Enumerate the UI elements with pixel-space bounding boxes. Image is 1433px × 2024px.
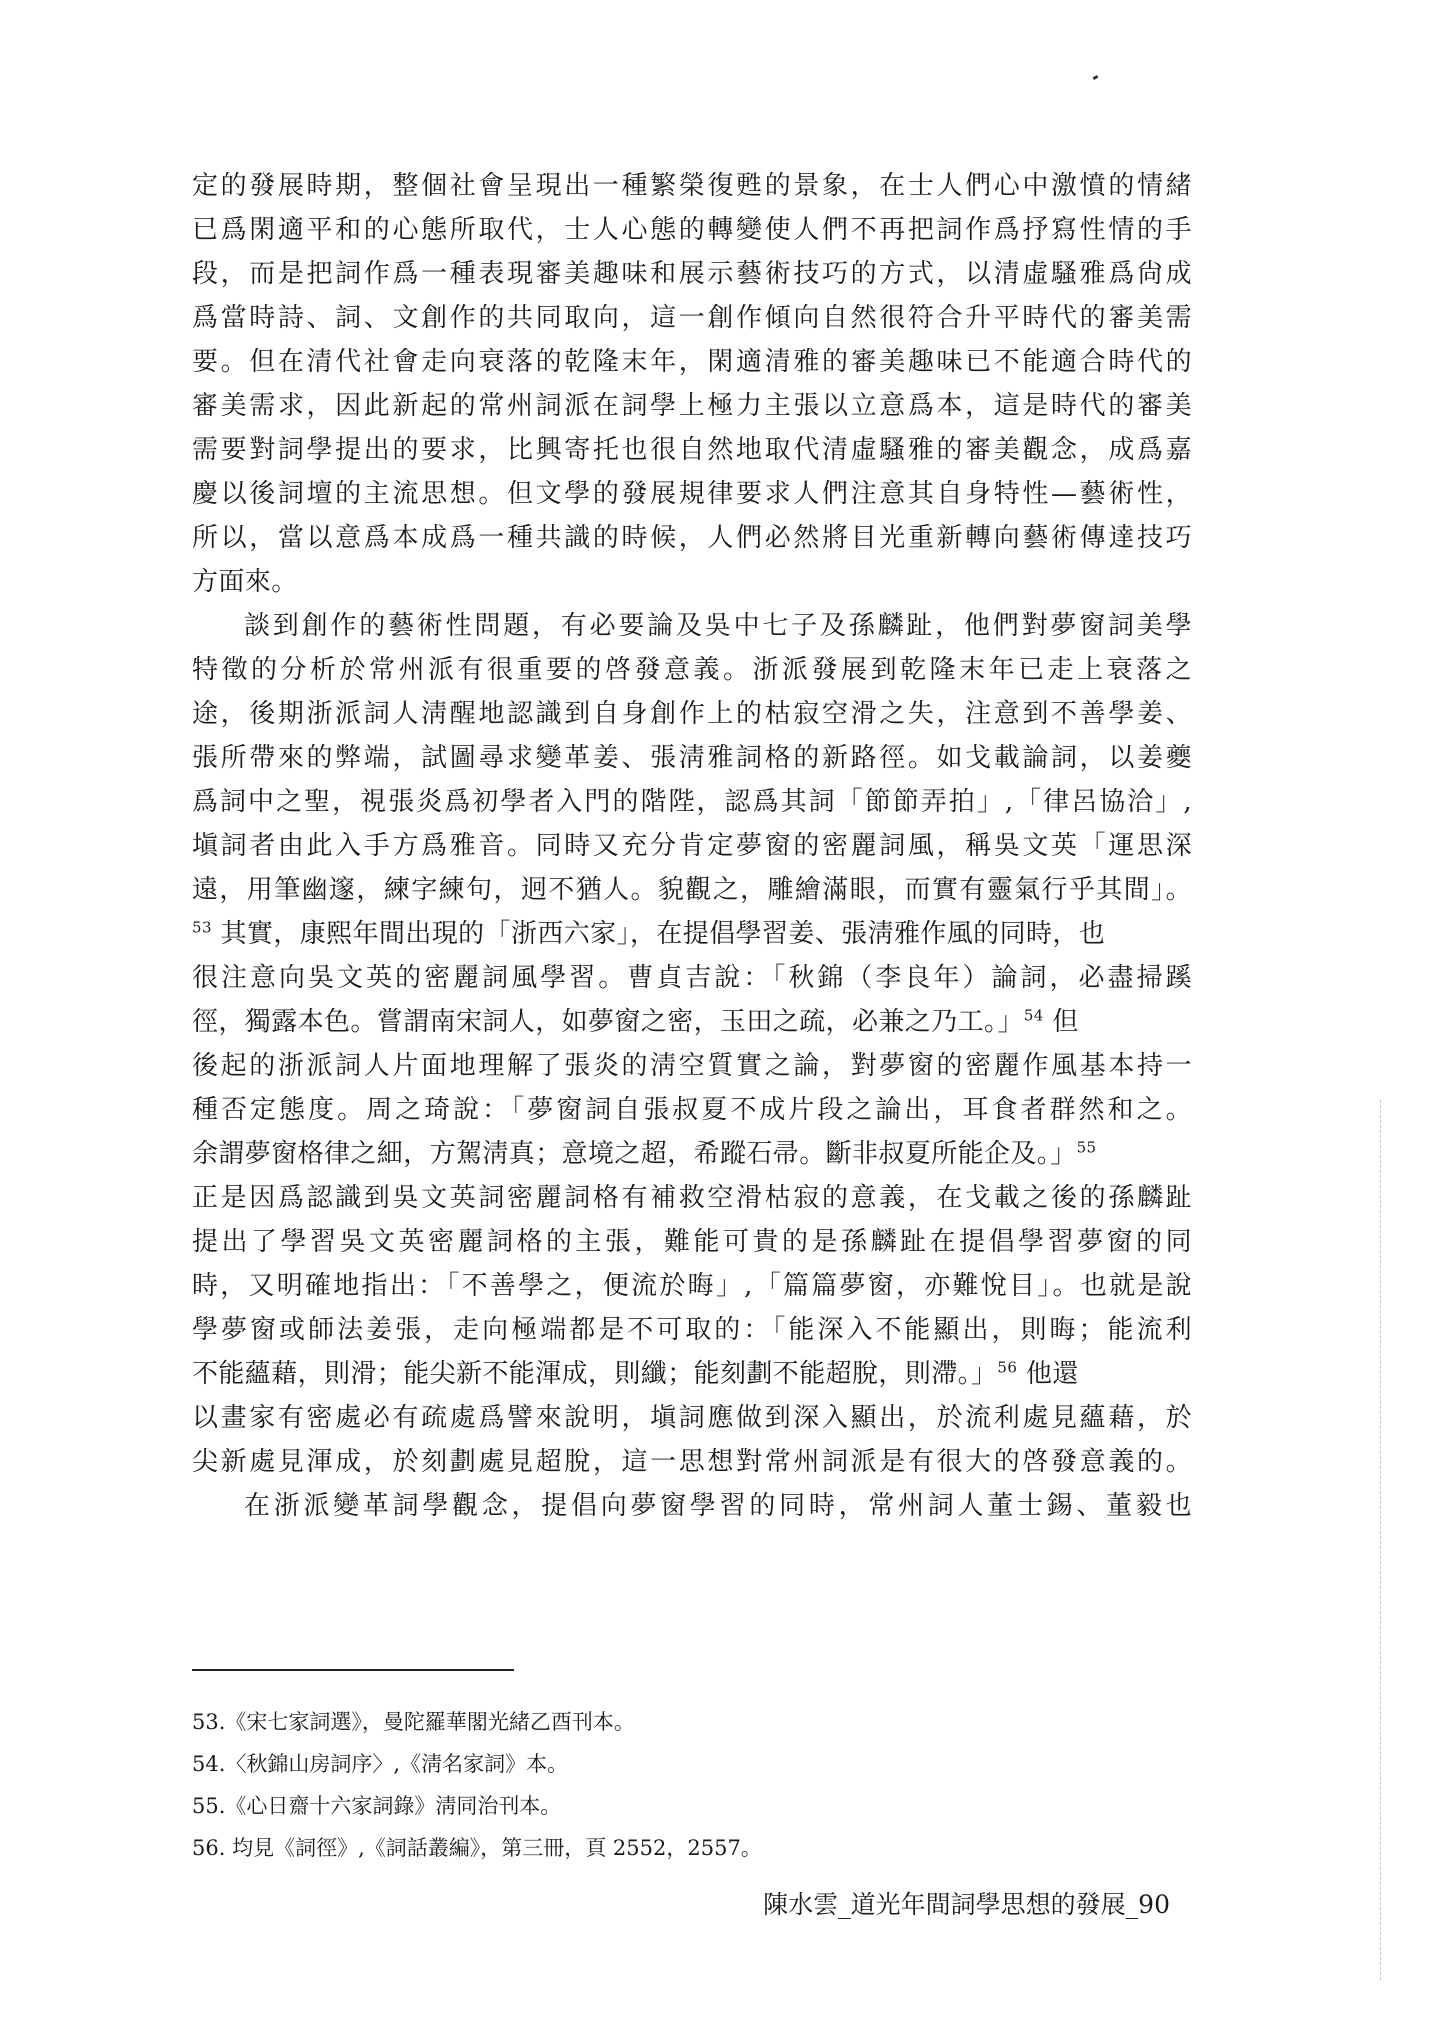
- text-line: 徑，獨露本色。嘗謂南宋詞人，如夢窗之密，玉田之疏，必兼之乃工。」: [192, 1007, 1024, 1037]
- text-line: 種否定態度。周之琦說：「夢窗詞自張叔夏不成片段之論出，耳食者群然和之。: [192, 1095, 1192, 1125]
- text-line-with-ref: [192, 913, 1192, 956]
- text-line: 余謂夢窗格律之細，方駕淸真；意境之超，希蹤石帚。斷非叔夏所能企及。」: [192, 1139, 1077, 1169]
- text-line: 不能蘊藉，則滑；能尖新不能渾成，則纖；能刻劃不能超脫，則滯。」: [192, 1359, 998, 1389]
- text-line: 提出了學習吳文英密麗詞格的主張，難能可貴的是孫麟趾在提倡學習夢窗的同: [192, 1227, 1192, 1257]
- footnote-ref[interactable]: 56: [997, 1358, 1018, 1377]
- footnote-ref[interactable]: 55: [1076, 1138, 1097, 1157]
- footnote-separator: [192, 1669, 514, 1671]
- text-line: 段，而是把詞作爲一種表現審美趣味和展示藝術技巧的方式，以清虛騷雅爲尙成: [192, 259, 1192, 289]
- text-line: 很注意向吳文英的密麗詞風學習。曹貞吉說：「秋錦（李良年）論詞，必盡掃蹊: [192, 963, 1192, 993]
- text-line: 爲當時詩、詞、文創作的共同取向，這一創作傾向自然很符合升平時代的審美需: [192, 303, 1192, 333]
- footnote-56: 56. 均見《詞徑》,《詞話叢編》，第三冊，頁 2552，2557。: [192, 1836, 762, 1860]
- text-line: 途，後期浙派詞人淸醒地認識到自身創作上的枯寂空滑之失，注意到不善學姜、: [192, 699, 1192, 729]
- text-line: 需要對詞學提出的要求，比興寄托也很自然地取代清虛騷雅的審美觀念，成爲嘉: [192, 435, 1192, 465]
- text-line: 爲詞中之聖，視張炎爲初學者入門的階陛，認爲其詞「節節弄拍」,「律呂協洽」,: [192, 787, 1192, 817]
- footnote-55: 55.《心日齋十六家詞錄》淸同治刊本。: [192, 1794, 562, 1818]
- text-line: 特徵的分析於常州派有很重要的啓發意義。浙派發展到乾隆末年已走上衰落之: [192, 655, 1192, 685]
- text-line: 談到創作的藝術性問題，有必要論及吳中七子及孫麟趾，他們對夢窗詞美學: [244, 611, 1192, 641]
- text-line-with-ref: [192, 1353, 1192, 1396]
- text-line: 尖新處見渾成，於刻劃處見超脫，這一思想對常州詞派是有很大的啓發意義的。: [192, 1447, 1192, 1477]
- text-line: 塡詞者由此入手方爲雅音。同時又充分肯定夢窗的密麗詞風，稱吳文英「運思深: [192, 831, 1192, 861]
- text-line: 張所帶來的弊端，試圖尋求變革姜、張淸雅詞格的新路徑。如戈載論詞，以姜夔: [192, 743, 1192, 773]
- text-line: 其實，康熙年間出現的「浙西六家」，在提倡學習姜、張淸雅作風的同時，也: [220, 919, 1106, 949]
- text-line: 但: [1052, 1007, 1079, 1037]
- text-line: 審美需求，因此新起的常州詞派在詞學上極力主張以立意爲本，這是時代的審美: [192, 391, 1192, 421]
- text-line: 已爲閑適平和的心態所取代，士人心態的轉變使人們不再把詞作爲抒寫性情的手: [192, 215, 1192, 245]
- scan-edge: [1380, 1100, 1382, 1980]
- running-footer: 陳水雲_道光年間詞學思想的發展_90: [763, 1890, 1170, 1919]
- text-line: 在浙派變革詞學觀念，提倡向夢窗學習的同時，常州詞人董士錫、董毅也: [244, 1491, 1192, 1521]
- text-line: 以畫家有密處必有疏處爲譬來說明，塡詞應做到深入顯出，於流利處見蘊藉，於: [192, 1403, 1192, 1433]
- text-line: 定的發展時期，整個社會呈現出一種繁榮復甦的景象，在士人們心中激憤的情緒: [192, 171, 1192, 201]
- text-line: 學夢窗或師法姜張，走向極端都是不可取的：「能深入不能顯出，則晦；能流利: [192, 1315, 1192, 1345]
- text-line-with-ref: [192, 1133, 1192, 1176]
- footnote-54: 54.〈秋錦山房詞序〉,《淸名家詞》本。: [192, 1752, 569, 1776]
- footnote-53: 53.《宋七家詞選》，曼陀羅華閣光緒乙酉刊本。: [192, 1710, 635, 1734]
- footnote-ref[interactable]: 53: [192, 918, 212, 937]
- text-line: 慶以後詞壇的主流思想。但文學的發展規律要求人們注意其自身特性—藝術性，: [192, 479, 1192, 509]
- scan-speck: [1093, 75, 1099, 80]
- text-line-with-ref: [192, 1001, 1192, 1044]
- text-line: 他還: [1025, 1359, 1079, 1389]
- text-line: 方面來。: [192, 567, 298, 597]
- text-line: 所以，當以意爲本成爲一種共識的時候，人們必然將目光重新轉向藝術傳達技巧: [192, 523, 1192, 553]
- text-line: 遠，用筆幽邃，練字練句，迥不猶人。貌觀之，雕繪滿眼，而實有靈氣行乎其間」。: [192, 875, 1192, 905]
- text-line: 時，又明確地指出：「不善學之，便流於晦」,「篇篇夢窗，亦難悅目」。也就是說: [192, 1271, 1192, 1301]
- text-line: 正是因爲認識到吳文英詞密麗詞格有補救空滑枯寂的意義，在戈載之後的孫麟趾: [192, 1183, 1192, 1213]
- text-line: 後起的浙派詞人片面地理解了張炎的淸空質實之論，對夢窗的密麗作風基本持一: [192, 1051, 1192, 1081]
- footnote-ref[interactable]: 54: [1023, 1006, 1044, 1025]
- text-line: 要。但在清代社會走向衰落的乾隆末年，閑適清雅的審美趣味已不能適合時代的: [192, 347, 1192, 377]
